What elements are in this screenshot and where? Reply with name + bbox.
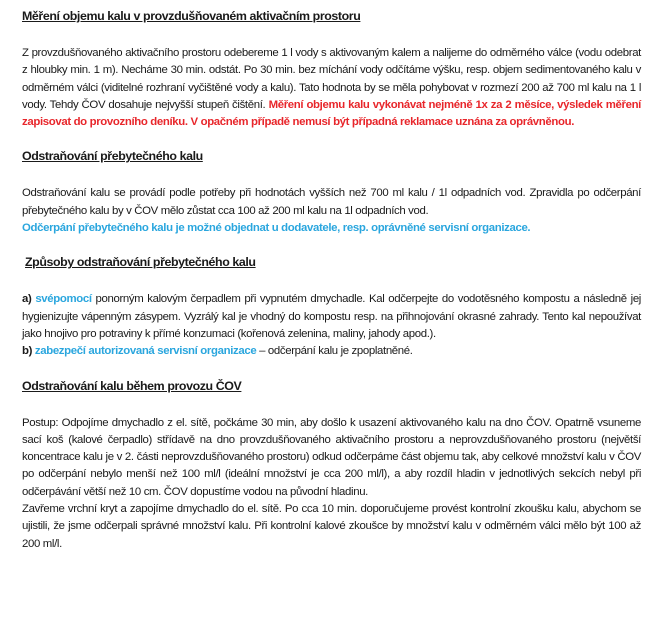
sludge-measurement-warning: Měření objemu kalu vykonávat nejméně 1x za 2 měsíce, výsledek měření zapisovat do provozního deníku. V opačném případě nemusí být případná reklamace uznána za oprávněnou.	[22, 98, 641, 129]
section-heading-sludge-measurement: Měření objemu kalu v provzdušňovaném aktivačním prostoru	[22, 9, 361, 23]
excess-sludge-paragraph	[22, 185, 641, 237]
section-heading-excess-sludge-removal: Odstraňování přebytečného kalu	[22, 149, 203, 164]
excess-sludge-service-note: Odčerpání přebytečného kalu je možné objednat u dodavatele, resp. oprávněné servisní organizace.	[22, 222, 531, 235]
method-a-prefix: a)	[22, 293, 36, 306]
method-b-highlight: zabezpečí autorizovaná servisní organizace	[34, 345, 257, 358]
method-b-prefix: b)	[22, 345, 35, 358]
method-a-highlight: svépomocí	[35, 293, 92, 306]
removal-method-b	[22, 343, 641, 360]
method-a-text: ponorným kalovým čerpadlem při vypnutém dmychadle. Kal odčerpejte do vodotěsného kompostu a následně jej hygienizujte vápenným zásypem. Vyzrálý kal je vhodný do kompostu resp. na přihnojování okrasné zahrady. Tento kal nepoužívat jako hnojivo pro potraviny k přímé konzumaci (kořenová zelenina, maliny, jahody apod.).	[22, 293, 641, 340]
method-b-text: – odčerpání kalu je zpoplatněné.	[256, 345, 413, 358]
sludge-measurement-paragraph	[22, 45, 641, 131]
section-heading-removal-methods: Způsoby odstraňování přebytečného kalu	[25, 255, 256, 270]
operation-procedure-paragraph: Postup: Odpojíme dmychadlo z el. sítě, počkáme 30 min, aby došlo k usazení aktivovaného kalu na dno ČOV. Opatrně vsuneme sací koš (kalové čerpadlo) střídavě na dno provzdušňovaného aktivačního prostoru a neprovzdušňovaného prostoru (největší koncentrace kalu je v 2. části neprovzdušňovaného prostoru) odkud odčerpáme část objemu tak, aby celkové množství kalu v ČOV po odčerpání nebylo menší než 100 ml/l (ideální množství je cca 200 ml/l), a aby rozdíl hladin v jednotlivých sekcích nebyl při odčerpávání větší než 10 cm. ČOV dopustíme vodou na původní hladinu.	[22, 416, 641, 498]
excess-sludge-text: Odstraňování kalu se provádí podle potřeby při hodnotách vyšších než 700 ml kalu / 1l odpadních vod. Zpravidla po odčerpání přebytečného kalu by v ČOV mělo zůstat cca 100 až 200 ml kalu na 1l odpadních vod.	[22, 187, 641, 217]
section-heading-removal-during-operation: Odstraňování kalu během provozu ČOV	[22, 378, 242, 393]
removal-method-a	[22, 291, 641, 343]
sludge-measurement-text: Z provzdušňovaného aktivačního prostoru odebereme 1 l vody s aktivovaným kalem a nalijeme do odměrného válce (vodu odebrat z hloubky min. 1 m). Necháme 30 min. odstát. Po 30 min. bez míchání vody odčítáme výšku, resp. objem sedimentovaného kalu v odměrném válci (viditelné rozhraní vyčištěné vody a kalu). Tato hodnota by se měla pohybovat v rozmezí 200 až 700 ml kalu na 1 l vody. Tehdy ČOV dosahuje nejvyšší stupeň čištění.	[22, 47, 641, 111]
operation-followup-paragraph: Zavřeme vrchní kryt a zapojíme dmychadlo do el. sítě. Po cca 10 min. doporučujeme provést kontrolní zkoušku kalu, abychom se ujistili, že jsme odčerpali správné množství kalu. Při kontrolní kalové zkoušce by množství kalu v odměrném válci mělo být 100 až 200 ml/l.	[22, 503, 641, 550]
